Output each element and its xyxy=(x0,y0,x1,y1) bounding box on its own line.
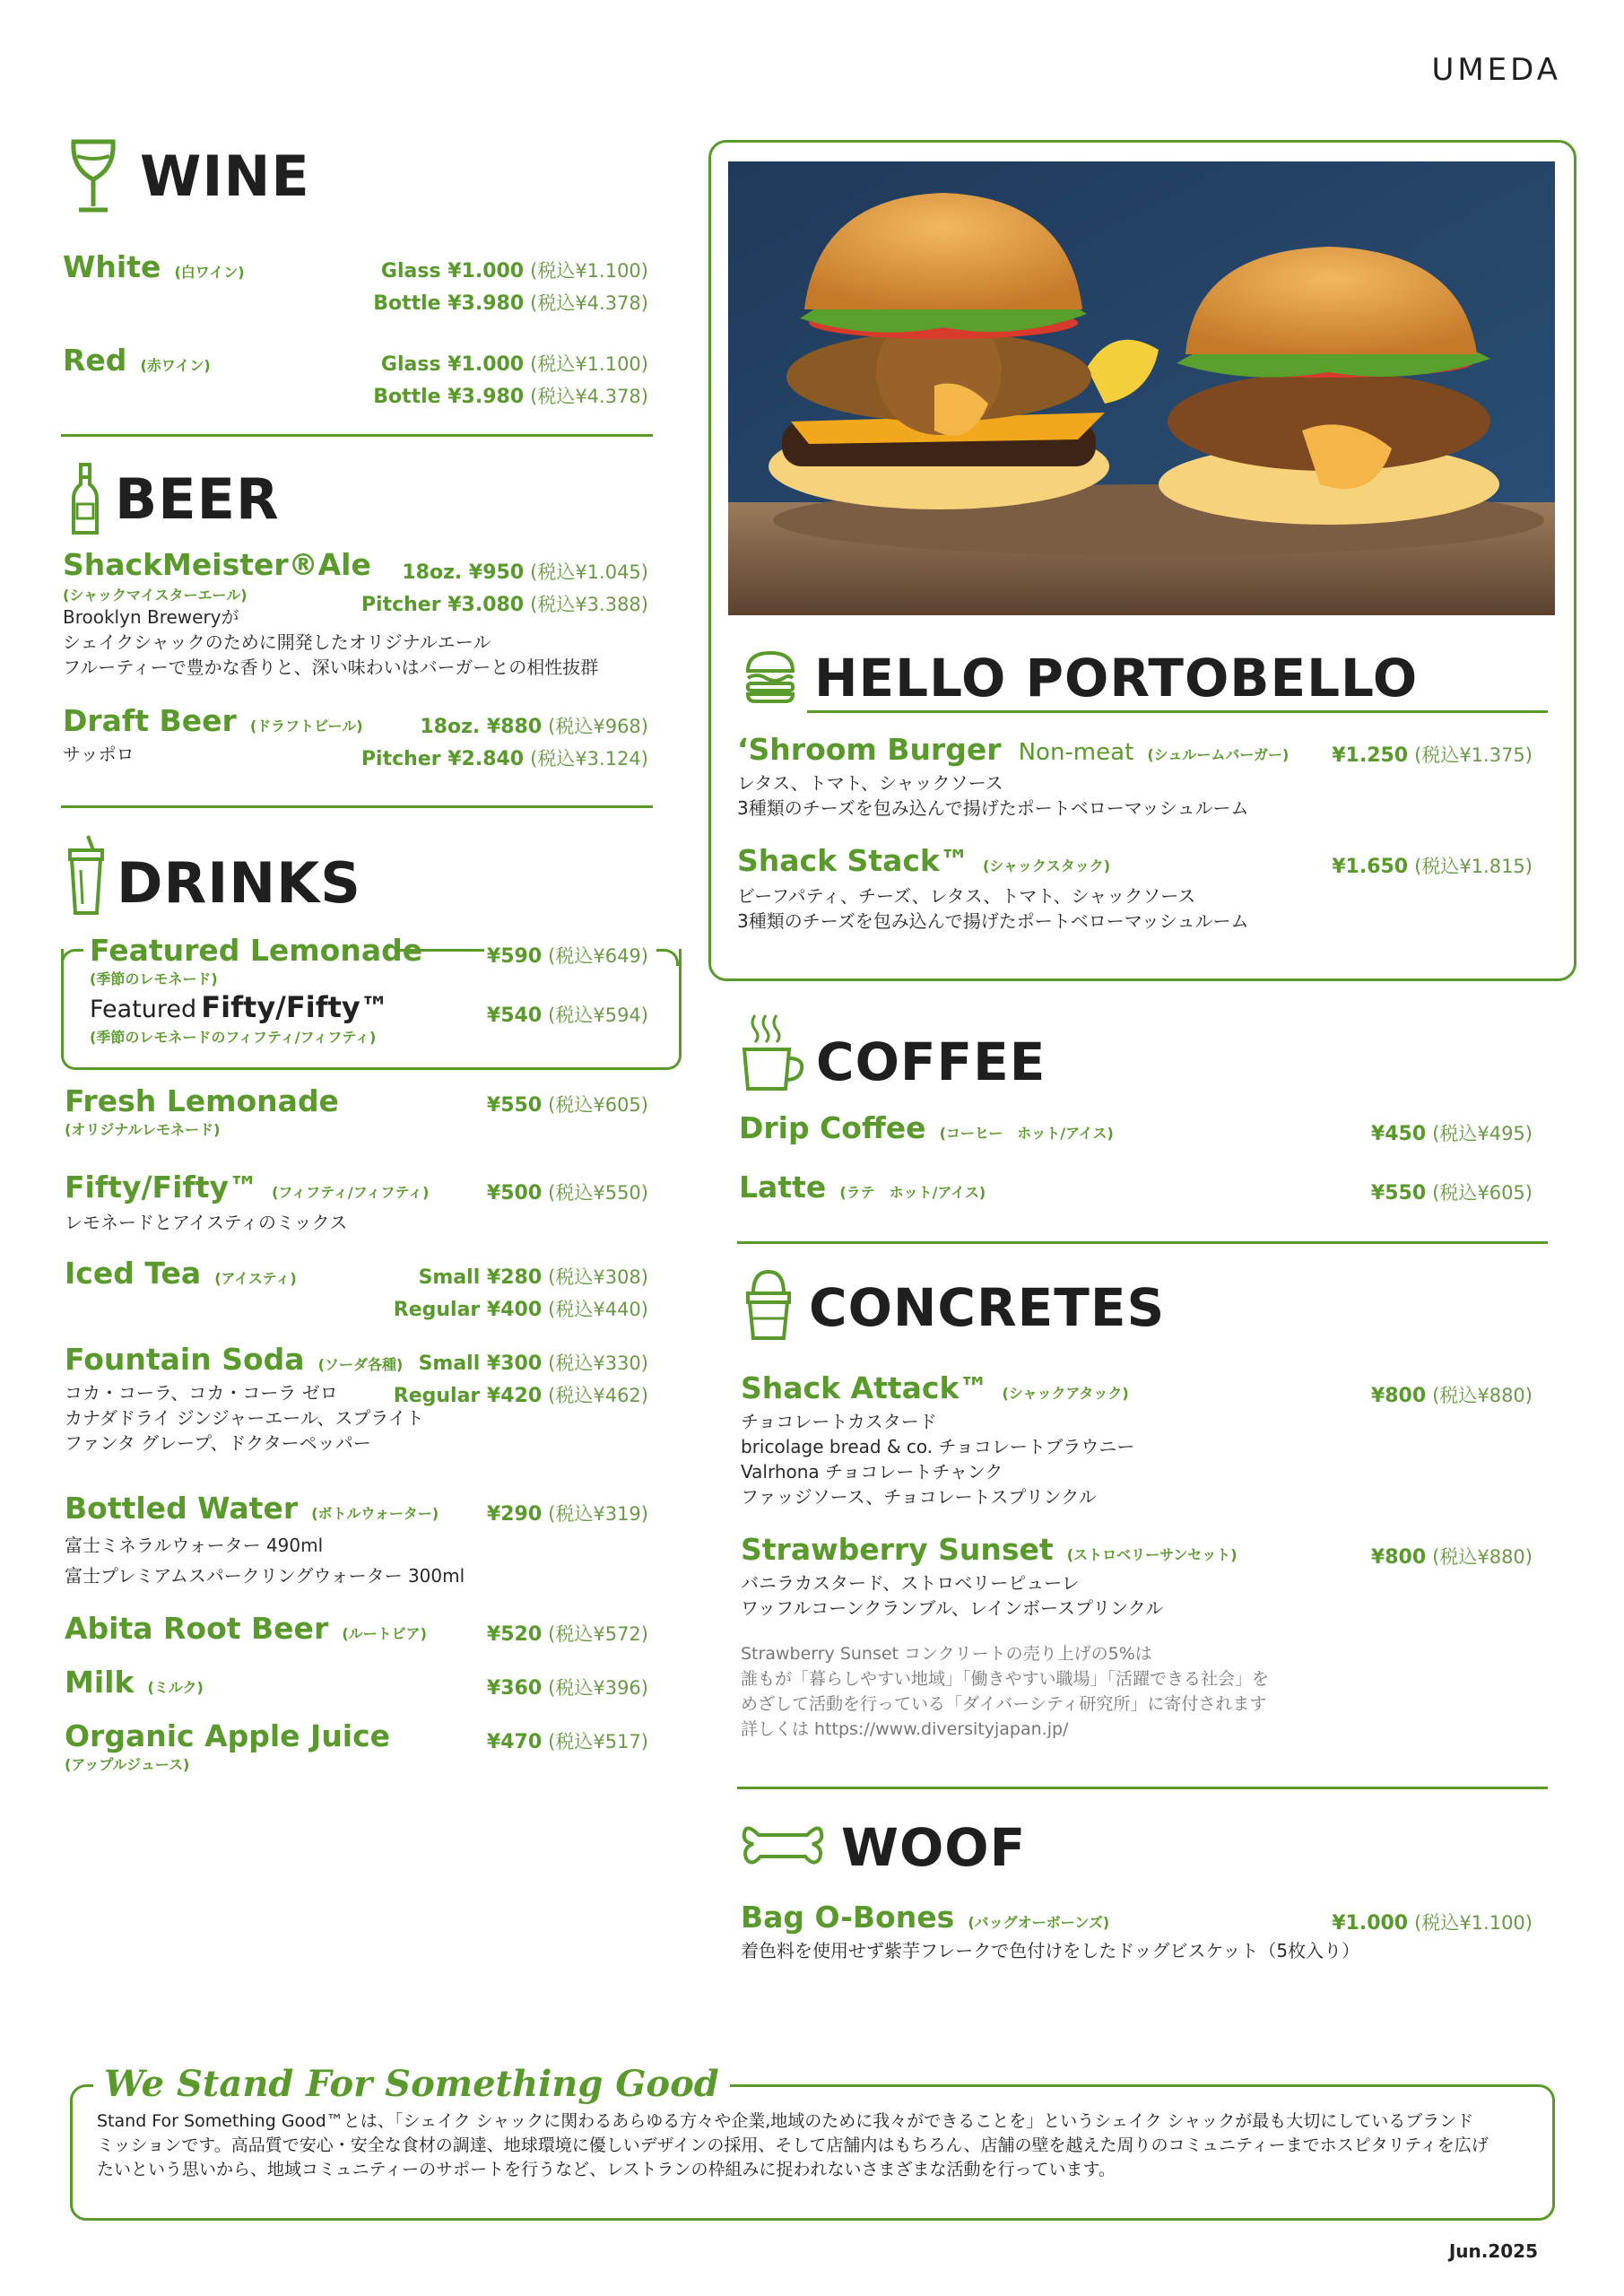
item-desc: レタス、トマト、シャックソース xyxy=(737,772,1003,794)
item-desc: バニラカスタード、ストロベリーピューレ xyxy=(741,1572,1080,1594)
section-divider xyxy=(61,805,653,808)
menu-item-shack-stack xyxy=(737,843,1249,934)
price-line: ¥450 (税込¥495) xyxy=(1370,1123,1533,1145)
item-desc: カナダドライ ジンジャーエール、スプライト xyxy=(65,1407,424,1429)
stand-text xyxy=(97,2109,1489,2182)
burger-icon xyxy=(744,649,796,703)
stand-title: We Stand For Something Good xyxy=(93,2063,730,2105)
item-name: Shack Stack™ xyxy=(737,843,969,878)
item-jp-name: (ストロベリーサンセット) xyxy=(1066,1546,1238,1563)
item-desc: Brooklyn Breweryが xyxy=(63,606,239,628)
item-jp-name: (アイスティ) xyxy=(214,1270,297,1287)
price-line: ¥1.650 (税込¥1.815) xyxy=(1332,856,1533,878)
item-desc: コカ・コーラ、コカ・コーラ ゼロ xyxy=(65,1382,338,1404)
price-line: Small ¥300 (税込¥330) xyxy=(418,1352,648,1375)
item-name: Fountain Soda xyxy=(65,1342,305,1377)
stand-line: ミッションです。高品質で安心・安全な食材の調達、地球環境に優しいデザインの採用、そして店舗内はもちろん、店舗の壁を越えた周りのコミュニティーまでホスピタリティを広げ xyxy=(97,2135,1489,2155)
section-divider xyxy=(807,710,1548,713)
menu-item-draft-beer xyxy=(63,703,363,767)
price-line: ¥360 (税込¥396) xyxy=(486,1677,648,1700)
item-jp-name: (ラテ ホット/アイス) xyxy=(839,1184,986,1201)
item-name: ‘Shroom Burger xyxy=(737,732,1002,767)
item-name: Milk xyxy=(65,1665,135,1700)
location-label: UMEDA xyxy=(1431,52,1561,88)
drink-cup-icon xyxy=(66,834,106,917)
price-line: Glass ¥1.000 (税込¥1.100) xyxy=(380,353,648,376)
item-name: Abita Root Beer xyxy=(65,1611,329,1646)
section-title-portobello: HELLO PORTOBELLO xyxy=(814,648,1419,709)
menu-item-bag-o-bones xyxy=(741,1900,1359,1963)
price-line: Glass ¥1.000 (税込¥1.100) xyxy=(380,260,648,283)
concrete-cup-icon xyxy=(744,1266,793,1342)
item-desc: Valrhona チョコレートチャンク xyxy=(741,1461,1003,1483)
beer-bottle-icon xyxy=(70,463,100,536)
menu-item-fountain-soda xyxy=(65,1342,424,1456)
price-line: Bottle ¥3.980 (税込¥4.378) xyxy=(373,386,648,408)
price-line: 18oz. ¥880 (税込¥968) xyxy=(420,716,648,738)
item-desc: チョコレートカスタード xyxy=(741,1411,937,1432)
item-name: ShackMeister®Ale xyxy=(63,547,371,582)
charity-note xyxy=(741,1641,1269,1742)
menu-item-apple-juice xyxy=(65,1718,390,1774)
menu-item-shack-attack xyxy=(741,1370,1134,1509)
item-desc: 富士プレミアムスパークリングウォーター 300ml xyxy=(65,1565,465,1587)
note-line: めざして活動を行っている「ダイバーシティ研究所」に寄付されます xyxy=(741,1694,1267,1714)
price-line: ¥1.250 (税込¥1.375) xyxy=(1332,744,1533,767)
menu-item-drip-coffee xyxy=(739,1110,1114,1145)
item-jp-name: (ミルク) xyxy=(147,1679,204,1696)
wine-glass-icon xyxy=(68,138,118,215)
item-jp-name: (シャックアタック) xyxy=(1002,1385,1129,1402)
price-line: ¥800 (税込¥880) xyxy=(1370,1546,1533,1569)
section-divider xyxy=(737,1787,1548,1789)
item-jp-name: (ドラフトビール) xyxy=(249,718,363,735)
section-title-beer: BEER xyxy=(115,466,280,532)
item-jp-name: (ボトルウォーター) xyxy=(311,1505,439,1522)
item-name: Shack Attack™ xyxy=(741,1370,989,1405)
section-divider xyxy=(61,434,653,437)
price-line: Bottle ¥3.980 (税込¥4.378) xyxy=(373,292,648,315)
item-jp-name: (シュルームバーガー) xyxy=(1147,746,1290,763)
price-line: ¥290 (税込¥319) xyxy=(486,1503,648,1526)
item-name: Drip Coffee xyxy=(739,1110,926,1145)
menu-item-latte xyxy=(739,1170,986,1205)
menu-item-abita-root-beer xyxy=(65,1611,427,1646)
item-jp-name: (シャックスタック) xyxy=(982,857,1111,874)
price-line: ¥550 (税込¥605) xyxy=(1370,1182,1533,1205)
item-name: White xyxy=(63,249,161,284)
section-title-wine: WINE xyxy=(140,144,310,209)
item-desc: ファンタ グレープ、ドクターペッパー xyxy=(65,1432,371,1454)
item-desc: 3種類のチーズを包み込んで揚げたポートベローマッシュルーム xyxy=(737,910,1249,932)
price-line: ¥520 (税込¥572) xyxy=(486,1623,648,1646)
item-desc: 3種類のチーズを包み込んで揚げたポートベローマッシュルーム xyxy=(737,797,1249,819)
price-line: ¥590 (税込¥649) xyxy=(486,945,648,968)
stand-line: Stand For Something Good™とは、「シェイク シャックに関わるあらゆる方々や企業,地域のために我々ができることを」というシェイク シャックが最も大切にしているブランド xyxy=(97,2111,1474,2131)
price-line: Pitcher ¥2.840 (税込¥3.124) xyxy=(360,748,648,770)
price-line: ¥800 (税込¥880) xyxy=(1370,1385,1533,1407)
menu-item-strawberry-sunset xyxy=(741,1532,1238,1621)
item-jp-name: (アップルジュース) xyxy=(65,1756,190,1773)
note-line: 詳しくは https://www.diversityjapan.jp/ xyxy=(741,1719,1069,1739)
item-name: Fifty/Fifty™ xyxy=(201,990,389,1024)
item-name: Latte xyxy=(739,1170,827,1205)
item-name: Strawberry Sunset xyxy=(741,1532,1054,1567)
item-name: Iced Tea xyxy=(65,1256,202,1291)
item-jp-name: (白ワイン) xyxy=(174,264,245,281)
item-name: Fifty/Fifty™ xyxy=(65,1170,259,1205)
section-title-drinks: DRINKS xyxy=(117,850,361,916)
item-jp-name: (ルートビア) xyxy=(342,1625,427,1642)
menu-item-featured-lemonade xyxy=(90,933,422,988)
item-sub: Non-meat xyxy=(1018,739,1134,766)
price-line: Pitcher ¥3.080 (税込¥3.388) xyxy=(360,594,648,616)
dog-bone-icon xyxy=(741,1819,825,1873)
price-line: Small ¥280 (税込¥308) xyxy=(418,1266,648,1289)
item-jp-name: (赤ワイン) xyxy=(140,357,211,374)
item-jp-name: (コーヒー ホット/アイス) xyxy=(939,1125,1114,1142)
item-desc: フルーティーで豊かな香りと、深い味わいはバーガーとの相性抜群 xyxy=(63,657,599,678)
menu-item-white xyxy=(63,249,245,284)
stand-line: たいという思いから、地域コミュニティーのサポートを行うなど、レストランの枠組みに捉われないさまざまな活動を行っています。 xyxy=(97,2160,1116,2179)
item-name: Organic Apple Juice xyxy=(65,1718,391,1753)
item-desc: レモネードとアイスティのミックス xyxy=(65,1212,348,1233)
item-name: Bottled Water xyxy=(65,1491,299,1526)
menu-item-featured-fifty-fifty xyxy=(90,990,389,1047)
item-desc: ビーフパティ、チーズ、レタス、トマト、シャックソース xyxy=(737,885,1196,907)
item-jp-name: (オリジナルレモネード) xyxy=(65,1121,221,1138)
item-name: Featured Lemonade xyxy=(90,933,423,968)
item-jp-name: (季節のレモネードのフィフティ/フィフティ) xyxy=(90,1029,377,1046)
section-title-woof: WOOF xyxy=(841,1817,1027,1878)
item-name: Draft Beer xyxy=(63,703,237,738)
price-line: ¥470 (税込¥517) xyxy=(486,1731,648,1753)
item-desc: bricolage bread & co. チョコレートブラウニー xyxy=(741,1436,1135,1457)
item-desc: 富士ミネラルウォーター 490ml xyxy=(65,1535,324,1556)
menu-item-bottled-water xyxy=(65,1491,465,1588)
note-line: Strawberry Sunset コンクリートの売り上げの5%は xyxy=(741,1644,1152,1664)
price-line: ¥550 (税込¥605) xyxy=(486,1094,648,1117)
menu-item-fresh-lemonade xyxy=(65,1083,339,1139)
menu-item-shroom-burger xyxy=(737,732,1289,821)
section-title-concretes: CONCRETES xyxy=(809,1277,1166,1338)
menu-item-iced-tea xyxy=(65,1256,297,1291)
note-line: 誰もが「暮らしやすい地域」「働きやすい職場」「活躍できる社会」を xyxy=(741,1669,1270,1689)
item-name: Red xyxy=(63,343,127,378)
item-desc: サッポロ xyxy=(63,744,135,765)
price-line: ¥540 (税込¥594) xyxy=(486,1004,648,1027)
menu-item-red xyxy=(63,343,211,378)
item-jp-name: (バッグオーボーンズ) xyxy=(968,1914,1110,1931)
item-jp-name: (ソーダ各種) xyxy=(317,1356,404,1373)
price-line: ¥1.000 (税込¥1.100) xyxy=(1332,1912,1533,1935)
menu-item-milk xyxy=(65,1665,204,1700)
menu-item-fifty-fifty xyxy=(65,1170,430,1235)
section-divider xyxy=(737,1241,1548,1244)
burger-photo xyxy=(728,161,1555,615)
section-title-coffee: COFFEE xyxy=(816,1031,1046,1092)
item-desc: ファッジソース、チョコレートスプリンクル xyxy=(741,1486,1097,1508)
item-desc: ワッフルコーンクランブル、レインボースプリンクル xyxy=(741,1597,1164,1619)
price-line: Regular ¥420 (税込¥462) xyxy=(393,1385,648,1407)
item-name: Fresh Lemonade xyxy=(65,1083,339,1118)
item-jp-name: (季節のレモネード) xyxy=(90,970,218,987)
item-jp-name: (シャックマイスターエール) xyxy=(63,587,248,604)
coffee-cup-icon xyxy=(741,1012,805,1092)
item-desc: 着色料を使用せず紫芋フレークで色付けをしたドッグビスケット（5枚入り） xyxy=(741,1940,1360,1961)
item-prefix: Featured xyxy=(90,996,197,1023)
footer-date: Jun.2025 xyxy=(1448,2240,1538,2262)
price-line: ¥500 (税込¥550) xyxy=(486,1182,648,1205)
item-desc: シェイクシャックのために開発したオリジナルエール xyxy=(63,631,491,653)
price-line: Regular ¥400 (税込¥440) xyxy=(393,1299,648,1321)
item-jp-name: (フィフティ/フィフティ) xyxy=(272,1184,430,1201)
price-line: 18oz. ¥950 (税込¥1.045) xyxy=(402,561,648,584)
item-name: Bag O-Bones xyxy=(741,1900,955,1935)
